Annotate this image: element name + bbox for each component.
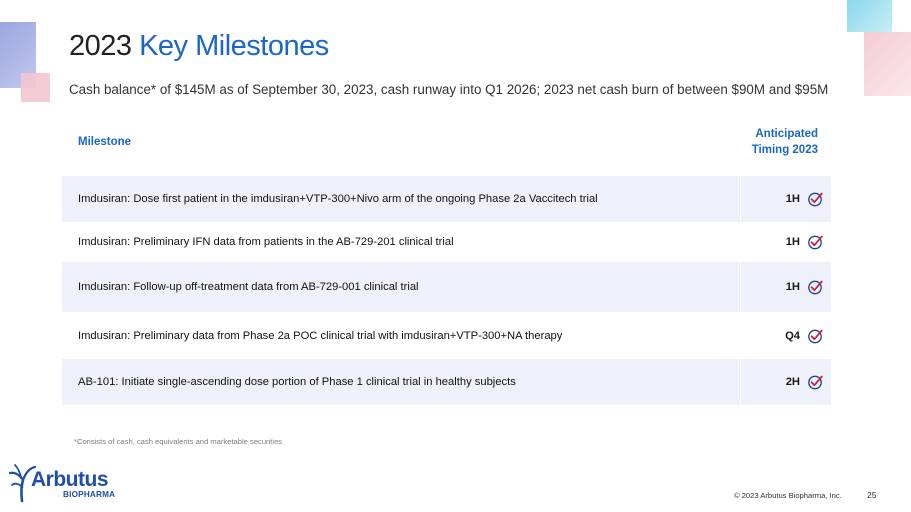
- title-accent: Key Milestones: [139, 30, 329, 62]
- check-circle-icon: [807, 374, 823, 390]
- table-row: [62, 176, 831, 222]
- decor-block-right-cyan: [847, 0, 892, 32]
- check-circle-icon: [807, 279, 823, 295]
- check-circle-icon: [807, 234, 823, 250]
- logo-name: Arbutus: [31, 468, 108, 491]
- timing-text: 1H: [785, 193, 800, 205]
- check-circle-icon: [807, 328, 823, 344]
- timing-cell: [740, 262, 831, 312]
- slide-title: [69, 30, 329, 63]
- check-circle-icon: [807, 191, 823, 207]
- timing-text: 2H: [785, 376, 800, 388]
- timing-text: Q4: [785, 329, 800, 342]
- table-row: [62, 262, 831, 312]
- decor-block-left-pink: [21, 73, 50, 102]
- milestone-cell: AB-101: Initiate single-ascending dose portion of Phase 1 clinical trial in healthy subjects: [78, 376, 516, 388]
- timing-cell: [740, 312, 831, 359]
- milestone-cell: Imdusiran: Preliminary IFN data from patients in the AB-729-201 clinical trial: [78, 236, 454, 248]
- title-year: 2023: [69, 30, 132, 62]
- header-timing-line2: Timing 2023: [751, 144, 818, 156]
- milestone-cell: Imdusiran: Dose first patient in the imdusiran+VTP-300+Nivo arm of the ongoing Phase 2a Vaccitech trial: [78, 193, 598, 205]
- timing-cell: [740, 176, 831, 222]
- page-number: 25: [867, 490, 877, 500]
- table-row: [62, 222, 831, 262]
- milestone-cell: Imdusiran: Follow-up off-treatment data from AB-729-001 clinical trial: [78, 281, 419, 293]
- timing-cell: [740, 222, 831, 262]
- milestones-table: [62, 176, 831, 405]
- milestone-cell: Imdusiran: Preliminary data from Phase 2a POC clinical trial with imdusiran+VTP-300+NA therapy: [78, 329, 563, 342]
- logo-subtitle: BIOPHARMA: [63, 490, 116, 499]
- timing-text: 1H: [785, 236, 800, 248]
- copyright: © 2023 Arbutus Biopharma, Inc.: [734, 491, 842, 500]
- header-timing-line1: Anticipated: [755, 128, 818, 140]
- timing-text: 1H: [785, 281, 800, 293]
- table-row: [62, 312, 831, 359]
- slide-subtitle: Cash balance* of $145M as of September 30, 2023, cash runway into Q1 2026; 2023 net cash burn of between $90M and $95M: [69, 82, 829, 97]
- footnote: *Consists of cash, cash equivalents and marketable securities: [74, 437, 283, 446]
- table-row: [62, 359, 831, 405]
- header-milestone: Milestone: [78, 136, 132, 148]
- header-timing: [700, 126, 818, 158]
- decor-block-right-pink: [864, 32, 911, 96]
- timing-cell: [740, 359, 831, 405]
